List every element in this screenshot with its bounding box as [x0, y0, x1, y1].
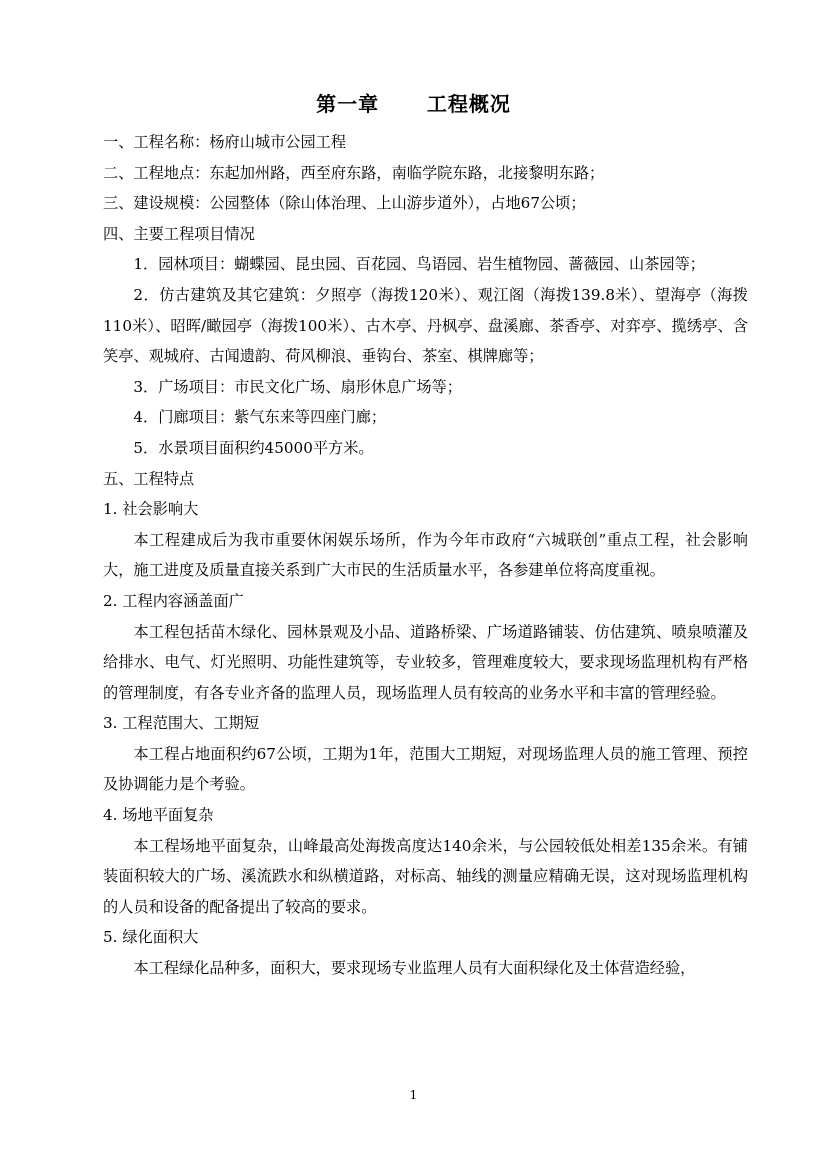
main-items-heading: 四、主要工程项目情况 [103, 224, 255, 243]
document-body [103, 127, 748, 984]
project-location-line: 二、工程地点：东起加州路，西至府东路，南临学院东路，北接黎明东路； [103, 163, 605, 182]
feature-heading-1: 1. 社会影响大 [103, 500, 199, 519]
feature-body-1: 本工程建成后为我市重要休闲娱乐场所，作为今年市政府“六城联创”重点工程，社会影响大，施工进度及质量直接关系到广大市民的生活质量水平，各参建单位将高度重视。 [103, 530, 748, 580]
gateway-items-line: 4．门廊项目：紫气东来等四座门廊； [133, 408, 387, 427]
page-number: 1 [409, 1088, 418, 1102]
feature-body-2: 本工程包括苗木绿化、园林景观及小品、道路桥梁、广场道路铺装、仿估建筑、喷泉喷灌及给排水、电气、灯光照明、功能性建筑等，专业较多，管理难度较大，要求现场监理机构有严格的管理制度，有各专业齐备的监理人员，现场监理人员有较高的业务水平和丰富的管理经验。 [103, 622, 748, 702]
feature-heading-3: 3. 工程范围大、工期短 [103, 714, 260, 733]
water-feature-line: 5．水景项目面积约45000平方米。 [133, 438, 374, 457]
feature-heading-4: 4. 场地平面复杂 [103, 806, 214, 825]
construction-scale-line: 三、建设规模：公园整体（除山体治理、上山游步道外），占地67公顷； [103, 194, 586, 213]
feature-heading-5: 5. 绿化面积大 [103, 928, 199, 947]
plaza-items-line: 3．广场项目：市民文化广场、扇形休息广场等； [133, 377, 462, 396]
features-heading: 五、工程特点 [103, 469, 195, 488]
chapter-title: 第一章 工程概况 [316, 92, 511, 116]
feature-body-5: 本工程绿化品种多，面积大，要求现场专业监理人员有大面积绿化及土体营造经验， [133, 959, 696, 978]
feature-heading-2: 2. 工程内容涵盖面广 [103, 591, 244, 610]
feature-body-4: 本工程场地平面复杂，山峰最高处海拨高度达140余米，与公园较低处相差135余米。有铺装面积较大的广场、溪流跌水和纵横道路，对标高、轴线的测量应精确无误，这对现场监理机构的人员和设备的配备提出了较高的要求。 [103, 836, 748, 916]
garden-items-line: 1．园林项目：蝴蝶园、昆虫园、百花园、鸟语园、岩生植物园、蔷薇园、山茶园等； [133, 255, 705, 274]
feature-body-3: 本工程占地面积约67公顷，工期为1年，范围大工期短，对现场监理人员的施工管理、预控及协调能力是个考验。 [103, 744, 748, 794]
building-items-paragraph: 2．仿古建筑及其它建筑：夕照亭（海拨120米）、观江阁（海拨139.8米）、望海亭（海拨110米）、昭晖/瞰园亭（海拨100米）、古木亭、丹枫亭、盘溪廊、茶香亭、对弈亭、揽绣亭、含笑亭、观城府、古闻遗韵、荷风柳浪、垂钩台、茶室、棋牌廊等； [103, 285, 748, 366]
project-name-line: 一、工程名称：杨府山城市公园工程 [103, 133, 346, 151]
